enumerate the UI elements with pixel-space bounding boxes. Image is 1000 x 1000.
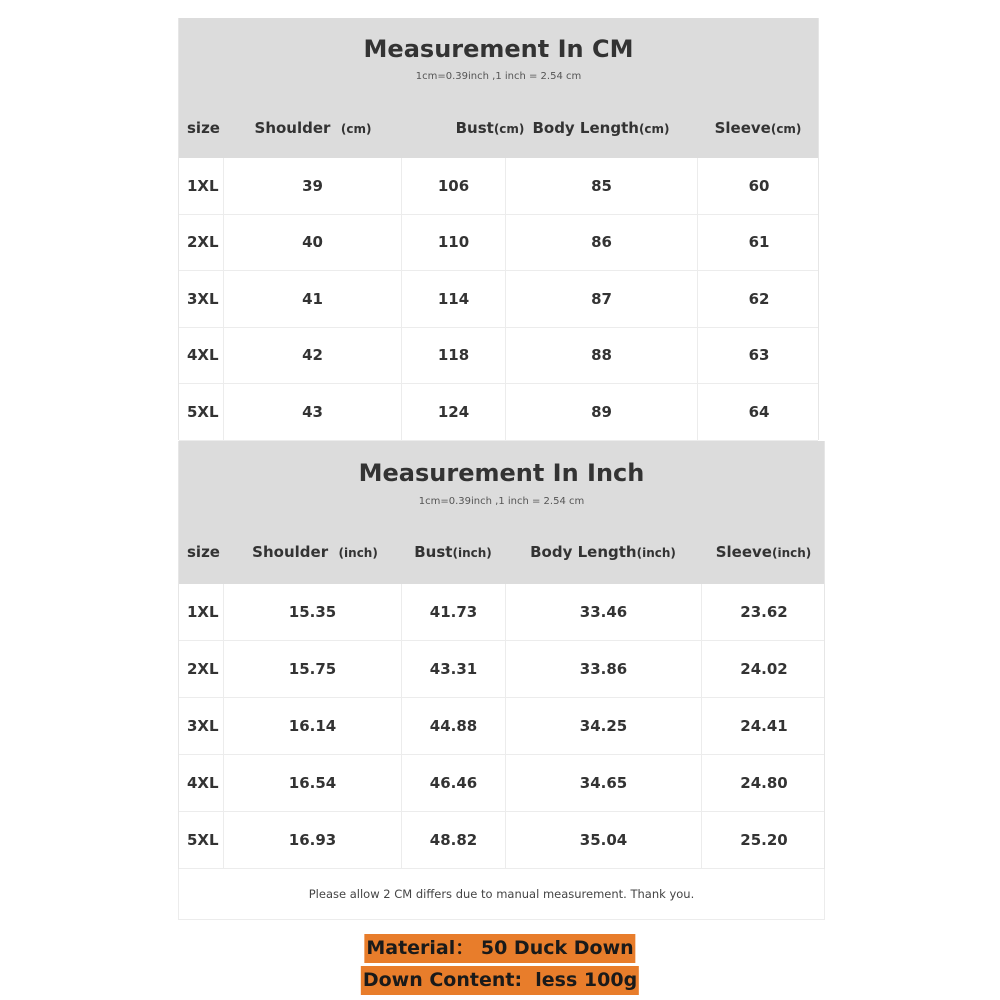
cm-value-cell: 110 [401,215,505,271]
cm-value-cell: 40 [223,215,401,271]
inch-value-cell: 35.04 [505,812,701,868]
material-label: Material： 50 Duck Down [364,934,635,963]
inch-header-unit: (inch) [771,546,812,560]
cm-value-cell: 62 [697,271,820,327]
inch-header-2 [403,542,503,563]
cm-table-title: Measurement In CM [363,35,634,63]
inch-header-unit: (inch) [636,546,676,560]
inch-header-label: Body Length [530,543,637,561]
cm-size-cell: 5XL [187,402,219,421]
inch-value-cell: 15.35 [223,584,401,640]
inch-value-cell: 23.62 [701,584,826,640]
cm-value-cell: 41 [223,271,401,327]
inch-table-row [179,641,824,698]
inch-table-row [179,584,824,641]
cm-value-cell: 64 [697,384,820,440]
down-content-label: Down Content: less 100g [361,966,639,995]
inch-table-header [179,441,824,584]
inch-value-cell: 46.46 [401,755,505,811]
inch-header-unit: (inch) [338,546,378,560]
inch-table-subtitle: 1cm=0.39inch ,1 inch = 2.54 cm [418,496,585,507]
cm-header-unit: (cm) [638,122,670,136]
cm-size-cell: 3XL [187,289,219,308]
cm-value-cell: 118 [401,328,505,384]
inch-value-cell: 41.73 [401,584,505,640]
cm-table-row [179,215,818,272]
inch-value-cell: 34.65 [505,755,701,811]
inch-value-cell: 16.54 [223,755,401,811]
inch-value-cell: 24.80 [701,755,826,811]
cm-header-unit: (cm) [493,122,525,136]
cm-value-cell: 43 [223,384,401,440]
inch-value-cell: 33.86 [505,641,701,697]
cm-value-cell: 114 [401,271,505,327]
cm-value-cell: 106 [401,158,505,214]
inch-header-unit: (inch) [452,546,492,560]
cm-table-row [179,158,818,215]
cm-value-cell: 124 [401,384,505,440]
cm-header-label: Body Length [532,119,639,137]
inch-header-label: size [187,543,220,561]
inch-header-label: Shoulder [252,543,339,561]
inch-table-row [179,755,824,812]
inch-header-label: Sleeve [715,543,772,561]
cm-header-label: Shoulder [254,119,341,137]
inch-value-cell: 25.20 [701,812,826,868]
cm-measurement-table [178,18,819,440]
inch-header-1 [227,542,403,563]
inch-size-cell: 5XL [187,831,219,849]
cm-value-cell: 39 [223,158,401,214]
cm-header-1 [229,118,397,139]
inch-measurement-table [178,441,825,869]
inch-value-cell: 24.41 [701,698,826,754]
cm-size-cell: 2XL [187,233,219,252]
inch-table-row [179,698,824,755]
inch-value-cell: 16.14 [223,698,401,754]
cm-value-cell: 61 [697,215,820,271]
cm-header-label: Sleeve [714,119,771,137]
inch-value-cell: 33.46 [505,584,701,640]
cm-value-cell: 88 [505,328,697,384]
inch-size-cell: 2XL [187,660,219,678]
cm-table-header [179,18,818,158]
cm-value-cell: 60 [697,158,820,214]
inch-size-cell: 4XL [187,774,219,792]
cm-table-row [179,271,818,328]
cm-value-cell: 87 [505,271,697,327]
inch-value-cell: 24.02 [701,641,826,697]
inch-value-cell: 44.88 [401,698,505,754]
cm-table-row [179,384,818,441]
cm-value-cell: 86 [505,215,697,271]
cm-header-0 [187,118,227,138]
inch-value-cell: 16.93 [223,812,401,868]
inch-value-cell: 48.82 [401,812,505,868]
inch-value-cell: 34.25 [505,698,701,754]
cm-header-unit: (cm) [770,122,802,136]
cm-header-4 [697,118,819,139]
inch-value-cell: 43.31 [401,641,505,697]
cm-size-cell: 4XL [187,346,219,365]
cm-value-cell: 63 [697,328,820,384]
cm-header-label: size [187,119,220,137]
cm-table-row [179,328,818,385]
inch-value-cell: 15.75 [223,641,401,697]
inch-table-title: Measurement In Inch [358,459,645,487]
cm-header-label: Bust [455,119,494,137]
cm-header-unit: (cm) [340,122,372,136]
inch-size-cell: 3XL [187,717,219,735]
cm-table-subtitle: 1cm=0.39inch ,1 inch = 2.54 cm [415,71,582,82]
cm-header-3 [505,118,697,139]
inch-table-row [179,812,824,869]
cm-value-cell: 85 [505,158,697,214]
inch-size-cell: 1XL [187,603,219,621]
inch-header-4 [701,542,826,563]
measurement-note: Please allow 2 CM differs due to manual measurement. Thank you. [178,869,825,920]
cm-value-cell: 42 [223,328,401,384]
inch-header-label: Bust [414,543,453,561]
inch-header-3 [505,542,701,563]
cm-size-cell: 1XL [187,176,219,195]
inch-header-0 [187,542,227,562]
cm-value-cell: 89 [505,384,697,440]
